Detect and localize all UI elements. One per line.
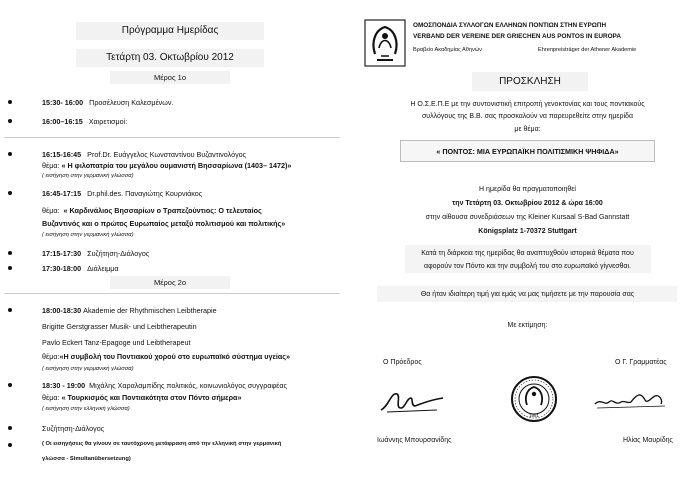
item-text: Χαιρετισμοί: bbox=[88, 117, 128, 126]
agenda-item-dance bbox=[42, 306, 217, 315]
bullet bbox=[8, 249, 14, 255]
bullet bbox=[8, 150, 14, 156]
agenda-item-greetings bbox=[42, 117, 127, 126]
conference-topic: « ΠΟΝΤΟΣ: ΜΙΑ ΕΥΡΩΠΑΪΚΗ ΠΟΛΙΤΙΣΜΙΚΗ ΨΗΦΙΔΑ» bbox=[436, 147, 619, 156]
theme-text-line1: « Καρδινάλιος Βησσαρίων ο Τραπεζούντιος: Ο τελευταίος bbox=[63, 206, 262, 215]
invitation-page bbox=[355, 0, 700, 495]
where-line2: Königsplatz 1-70372 Stuttgart bbox=[478, 228, 577, 235]
award-german: Ehrenpreisträger der Athener Akademie bbox=[538, 47, 637, 53]
part1-label: Μέρος 1ο bbox=[153, 73, 187, 82]
part1-box bbox=[110, 71, 230, 84]
bullet bbox=[8, 424, 14, 430]
org-name-german: VERBAND DER VEREINE DER GRIECHEN AUS PONTOS IN EUROPA bbox=[413, 33, 621, 40]
language-note: ( εισήγηση στην γερμανική γλώσσα) bbox=[42, 366, 134, 372]
agenda-item-talk1-theme bbox=[42, 161, 291, 170]
award-greek: Βραβείο Ακαδημίας Αθηνών bbox=[413, 47, 482, 53]
seal-year: 1981 bbox=[528, 413, 539, 418]
theme-label: θέμα: bbox=[42, 393, 60, 402]
president-name: Ιωάννης Μπουρσανίδης bbox=[377, 437, 452, 444]
theme-label: θέμα: bbox=[42, 206, 60, 215]
item-time: 15:30- 16:00 bbox=[42, 98, 84, 107]
agenda-item-talk3-theme bbox=[42, 393, 241, 402]
program-title: Πρόγραμμα Ημερίδας bbox=[121, 25, 219, 36]
divider bbox=[4, 293, 340, 294]
item-time: 16:45-17:15 bbox=[42, 189, 82, 198]
program-date-box bbox=[76, 49, 264, 67]
org-name-greek: ΟΜΟΣΠΟΝΔΙΑ ΣΥΛΛΟΓΩΝ ΕΛΛΗΝΩΝ ΠΟΝΤΙΩΝ ΣΤΗΝ ΕΥΡΩΠΗ bbox=[413, 22, 607, 29]
theme-label: θέμα: bbox=[42, 161, 60, 170]
item-time: 16:00–16:15 bbox=[42, 117, 83, 126]
theme-text: « Τουρκισμός και Ποντιακότητα στον Πόντο σήμερα» bbox=[61, 393, 242, 402]
agenda-item-talk2 bbox=[42, 189, 202, 198]
item-text: Προσέλευση Καλεσμένων. bbox=[89, 98, 174, 107]
part2-box bbox=[110, 276, 230, 289]
agenda-item-talk3 bbox=[42, 381, 287, 390]
secretary-name: Ηλίας Μαυρίδης bbox=[623, 437, 673, 444]
bullet bbox=[8, 98, 14, 104]
program-title-box bbox=[76, 22, 264, 40]
invitation-title: ΠΡΟΣΚΛΗΣΗ bbox=[499, 76, 561, 87]
item-time: 18:30 - 19:00 bbox=[42, 381, 86, 390]
translation-note-line1: ( Οι εισηγήσεις θα γίνουν σε ταυτόχρονη μετάφραση από την ελληνική στην γερμανική bbox=[42, 441, 282, 447]
item-speaker: Μιχάλης Χαραλαμπίδης πολιτικός, κοινωνιολόγος συγγραφέας bbox=[89, 381, 287, 390]
program-page bbox=[0, 0, 345, 495]
agenda-item-discussion2: Συζήτηση-Διάλογος bbox=[42, 424, 105, 433]
honor-line: Θα ήταν ιδιαίτερη τιμή για εμάς να μας τιμήσετε με την παρουσία σας bbox=[420, 291, 635, 298]
theme-text: « Η φιλοπατρία του μεγάλου ουμανιστή Βησσαρίωνα (1403– 1472)» bbox=[61, 161, 292, 170]
theme-text-line2: Βυζαντινός και ο πρώτος Ευρωπαίος μεταξύ πολιτισμού και πολιτικής» bbox=[42, 219, 286, 228]
agenda-item-arrival bbox=[42, 98, 173, 107]
secretary-title: Ο Γ. Γραμματέας bbox=[615, 359, 667, 366]
part2-label: Μέρος 2ο bbox=[153, 278, 187, 287]
item-speaker: Dr.phil.des. Παναγιώτης Κουρνιάκος bbox=[87, 189, 203, 198]
intro-line3: με θέμα: bbox=[514, 126, 541, 133]
intro-line1: Η Ο.Σ.Ε.Π.Ε με την συντονιστική επιτροπή γενοκτονίας και τους ποντιακούς bbox=[410, 101, 645, 108]
item-time: 17:15-17:30 bbox=[42, 249, 82, 258]
agenda-item-discussion1 bbox=[42, 249, 149, 258]
divider bbox=[4, 137, 340, 138]
item-time: 16:15-16:45 bbox=[42, 150, 82, 159]
agenda-item-break bbox=[42, 264, 119, 273]
item-text: Akademie der Rhythmischen Leibtherapie bbox=[83, 306, 217, 315]
language-note: ( εισήγηση στην ελληνική γλώσσα) bbox=[42, 406, 130, 412]
language-note: ( εισήγηση στην γερμανική γλώσσα) bbox=[42, 232, 134, 238]
item-text: Διάλειμμα bbox=[87, 264, 119, 273]
item-time: 17:30-18:00 bbox=[42, 264, 82, 273]
bullet bbox=[8, 189, 14, 195]
invitation-title-box bbox=[472, 72, 588, 91]
bullet bbox=[8, 441, 14, 447]
language-note: ( εισήγηση στην γερμανική γλώσσα) bbox=[42, 173, 134, 179]
when-line1: Η ημερίδα θα πραγματοποιηθεί bbox=[479, 186, 576, 193]
bullet bbox=[8, 306, 14, 312]
program-date: Τετάρτη 03. Οκτωβρίου 2012 bbox=[106, 52, 234, 63]
description-line2: αφορούν τον Πόντο και την συμβολή του στο ευρωπαϊκό γίγνεσθαι. bbox=[424, 263, 631, 270]
federation-seal-icon bbox=[510, 375, 558, 423]
intro-line2: συλλόγους της Β.Β. σας προσκαλούν να παρευρεθείτε στην ημερίδα bbox=[421, 113, 633, 120]
translation-note-line2: γλώσσα - Simultanübersetzung) bbox=[42, 456, 131, 462]
description-line1: Κατά τη διάρκεια της ημερίδας θα αναπτυχθούν ιστορικά θέματα που bbox=[421, 250, 634, 257]
theme-text: «Η συμβολή του Ποντιακού χορού στο ευρωπαϊκό σύστημα υγείας» bbox=[59, 352, 291, 361]
regards-line: Με εκτίμηση: bbox=[507, 322, 548, 329]
president-title: Ο Πρόεδρος bbox=[383, 359, 422, 366]
bullet bbox=[8, 381, 14, 387]
federation-emblem-icon bbox=[363, 18, 407, 68]
secretary-signature bbox=[591, 386, 671, 414]
bullet bbox=[8, 117, 14, 123]
presenter-line: Pavlo Eckert Tanz-Epagoge und Leibtherapeut bbox=[42, 338, 191, 347]
president-signature bbox=[377, 386, 449, 416]
agenda-item-talk2-theme bbox=[42, 206, 262, 215]
item-speaker: Prof.Dr. Ευάγγελος Κωνσταντίνου Βυζαντινολόγος bbox=[87, 150, 247, 159]
theme-label: θέμα: bbox=[42, 352, 60, 361]
agenda-item-dance-theme bbox=[42, 352, 290, 361]
agenda-item-talk1 bbox=[42, 150, 246, 159]
when-line2: την Τετάρτη 03. Οκτωβρίου 2012 & ώρα 16:00 bbox=[452, 200, 603, 207]
presenter-line: Brigitte Gerstgrasser Musik- und Leibtherapeutin bbox=[42, 322, 197, 331]
where-line1: στην αίθουσα συνεδριάσεων της Kleiner Kursaal S-Bad Gannstatt bbox=[425, 214, 630, 221]
item-text: Συζήτηση-Διάλογος bbox=[87, 249, 150, 258]
bullet bbox=[8, 264, 14, 270]
item-time: 18:00-18:30 bbox=[42, 306, 82, 315]
